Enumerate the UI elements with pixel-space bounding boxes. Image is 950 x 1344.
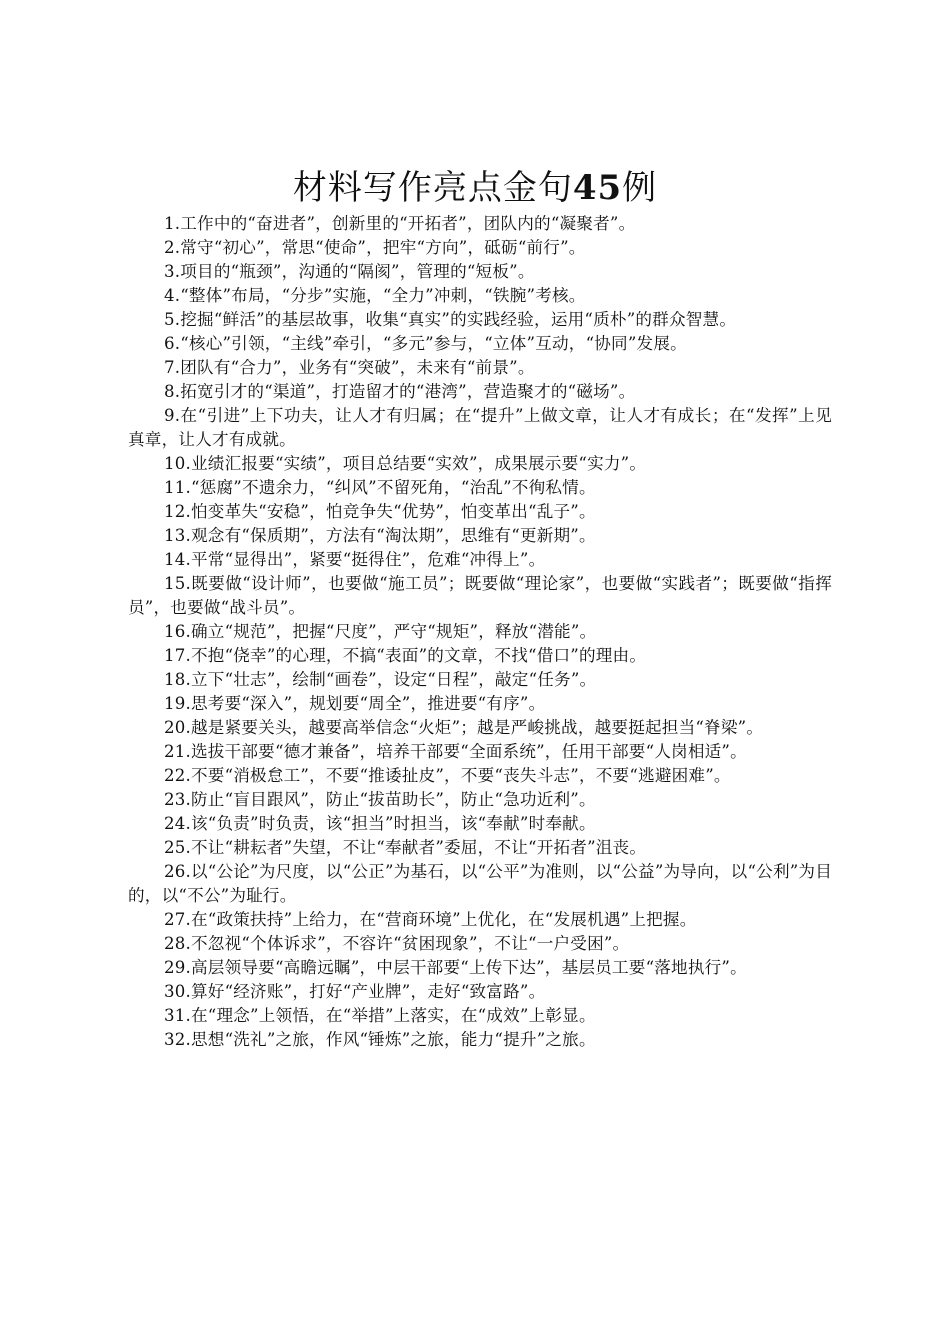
phrase-item: 5.挖掘“鲜活”的基层故事，收集“真实”的实践经验，运用“质朴”的群众智慧。: [164, 310, 737, 329]
phrase-item: 32.思想“洗礼”之旅，作风“锤炼”之旅，能力“提升”之旅。: [164, 1030, 596, 1049]
phrase-item: 4.“整体”布局，“分步”实施，“全力”冲刺，“铁腕”考核。: [164, 286, 586, 305]
phrase-item: 8.拓宽引才的“渠道”，打造留才的“港湾”，营造聚才的“磁场”。: [164, 382, 636, 401]
phrase-item: 19.思考要“深入”，规划要“周全”，推进要“有序”。: [164, 694, 546, 713]
phrase-item: 2.常守“初心”，常思“使命”，把牢“方向”，砥砺“前行”。: [164, 238, 586, 257]
phrase-item: 9.在“引进”上下功夫，让人才有归属；在“提升”上做文章，让人才有成长；在“发挥”上见真章，让人才有成就。: [128, 406, 832, 449]
phrase-item: 31.在“理念”上领悟，在“举措”上落实，在“成效”上彰显。: [164, 1006, 596, 1025]
phrase-item: 16.确立“规范”，把握“尺度”，严守“规矩”，释放“潜能”。: [164, 622, 597, 641]
phrase-item: 11.“惩腐”不遗余力，“纠风”不留死角，“治乱”不徇私情。: [164, 478, 596, 497]
title-text: 材料写作亮点金句: [292, 168, 573, 208]
phrase-item: 7.团队有“合力”，业务有“突破”，未来有“前景”。: [164, 358, 535, 377]
phrase-item: 13.观念有“保质期”，方法有“淘汰期”，思维有“更新期”。: [164, 526, 596, 545]
phrase-item: 18.立下“壮志”，绘制“画卷”，设定“日程”，敲定“任务”。: [164, 670, 597, 689]
phrase-item: 22.不要“消极怠工”，不要“推诿扯皮”，不要“丧失斗志”，不要“逃避困难”。: [164, 766, 731, 785]
phrase-item: 25.不让“耕耘者”失望，不让“奉献者”委屈，不让“开拓者”沮丧。: [164, 838, 647, 857]
phrase-item: 26.以“公论”为尺度，以“公正”为基石，以“公平”为准则，以“公益”为导向，以“公利”为目的，以“不公”为耻行。: [128, 862, 833, 905]
phrase-item: 10.业绩汇报要“实绩”，项目总结要“实效”，成果展示要“实力”。: [164, 454, 647, 473]
phrase-item: 17.不抱“侥幸”的心理，不搞“表面”的文章，不找“借口”的理由。: [164, 646, 647, 665]
phrase-list: [128, 212, 832, 1052]
phrase-item: 23.防止“盲目跟风”，防止“拔苗助长”，防止“急功近利”。: [164, 790, 596, 809]
title-suffix: 例: [622, 168, 658, 208]
phrase-item: 15.既要做“设计师”，也要做“施工员”；既要做“理论家”，也要做“实践者”；既要做“指挥员”，也要做“战斗员”。: [128, 574, 832, 617]
phrase-item: 30.算好“经济账”，打好“产业牌”，走好“致富路”。: [164, 982, 546, 1001]
phrase-item: 12.怕变革失“安稳”，怕竞争失“优势”，怕变革出“乱子”。: [164, 502, 596, 521]
phrase-item: 14.平常“显得出”，紧要“挺得住”，危难“冲得上”。: [164, 550, 546, 569]
document-title: [0, 166, 950, 210]
phrase-item: 3.项目的“瓶颈”，沟通的“隔阂”，管理的“短板”。: [164, 262, 535, 281]
phrase-item: 29.高层领导要“高瞻远瞩”，中层干部要“上传下达”，基层员工要“落地执行”。: [164, 958, 747, 977]
phrase-item: 21.选拔干部要“德才兼备”，培养干部要“全面系统”，任用干部要“人岗相适”。: [164, 742, 747, 761]
phrase-item: 28.不忽视“个体诉求”，不容许“贫困现象”，不让“一户受困”。: [164, 934, 630, 953]
phrase-item: 6.“核心”引领，“主线”牵引，“多元”参与，“立体”互动，“协同”发展。: [164, 334, 687, 353]
phrase-item: 24.该“负责”时负责，该“担当”时担当，该“奉献”时奉献。: [164, 814, 596, 833]
phrase-item: 1.工作中的“奋进者”，创新里的“开拓者”，团队内的“凝聚者”。: [164, 214, 636, 233]
phrase-item: 27.在“政策扶持”上给力，在“营商环境”上优化，在“发展机遇”上把握。: [164, 910, 697, 929]
phrase-item: 20.越是紧要关头，越要高举信念“火炬”；越是严峻挑战，越要挺起担当“脊梁”。: [164, 718, 764, 737]
title-number: 45: [572, 168, 623, 208]
